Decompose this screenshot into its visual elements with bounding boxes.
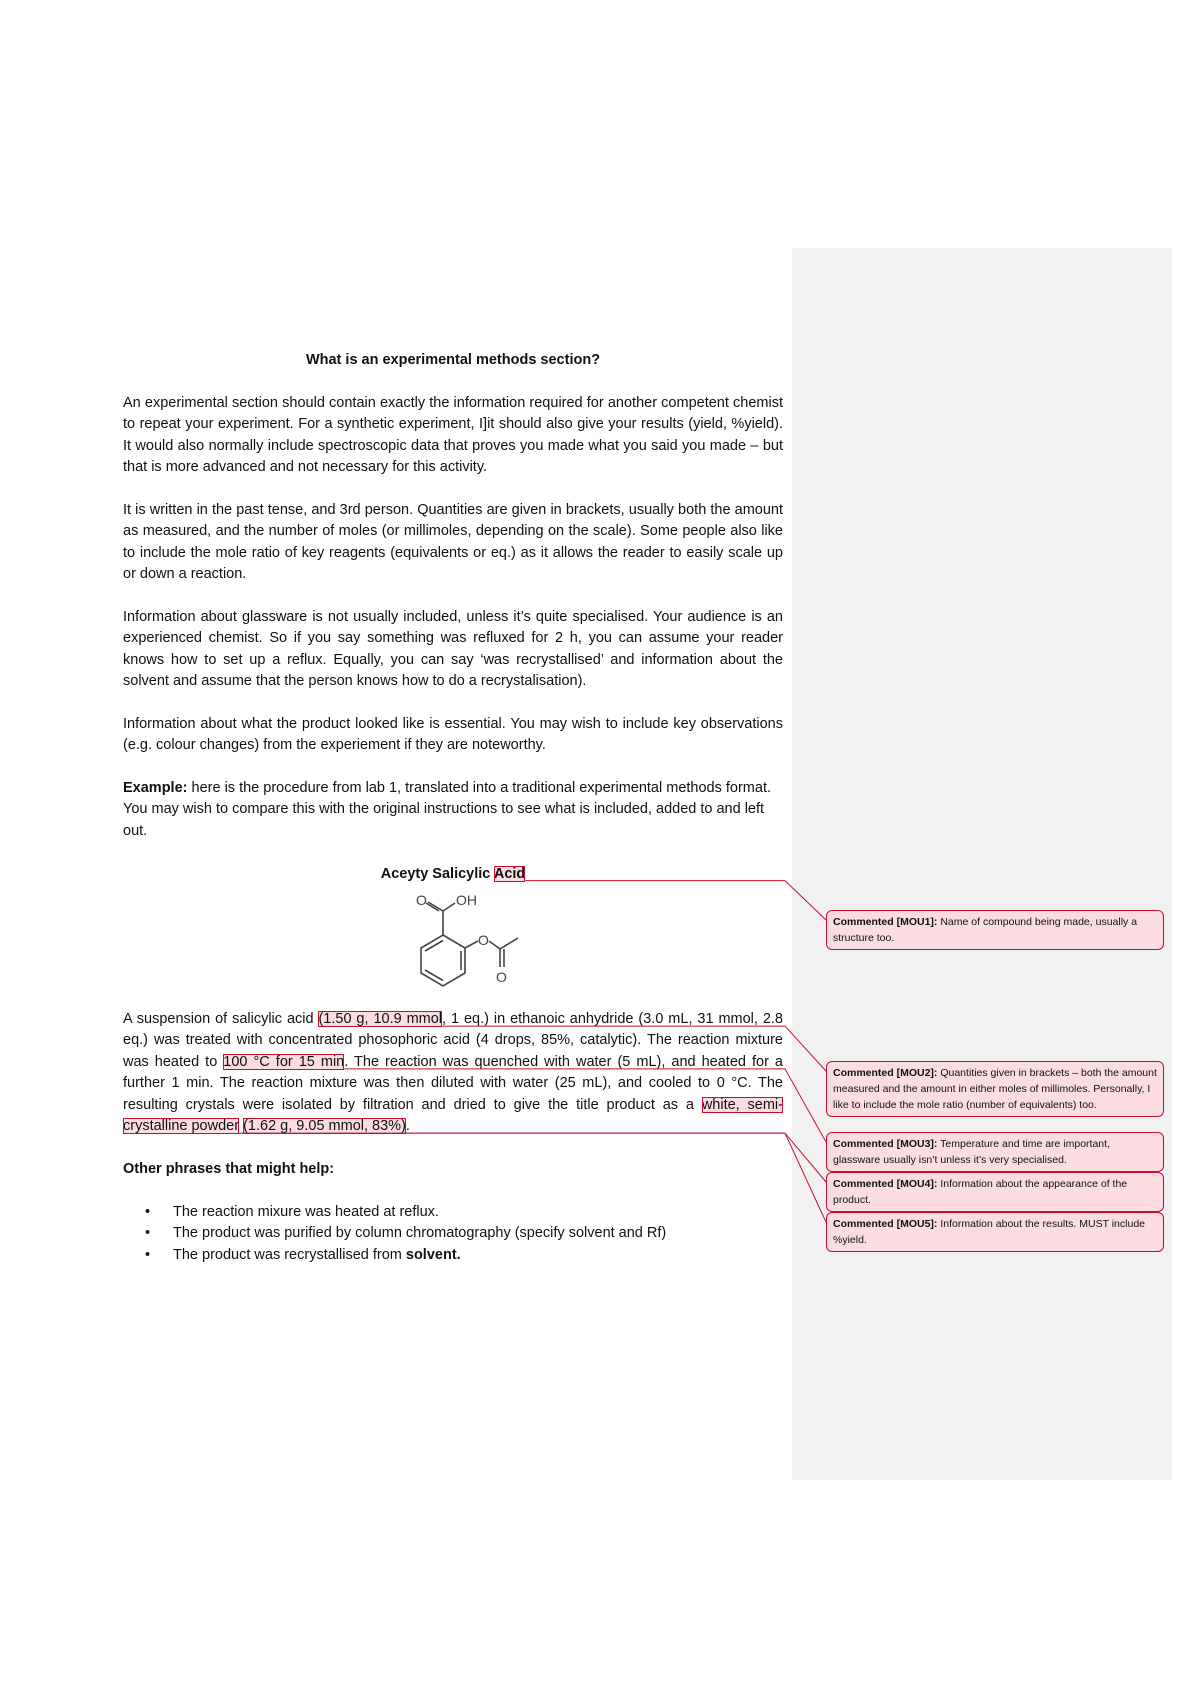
atom-label-o-carbonyl: O	[416, 892, 427, 909]
connector-line-3	[344, 1069, 826, 1142]
comment-anchor-appearance[interactable]: white, semi-crystalline powder	[123, 1096, 783, 1135]
phrases-heading: Other phrases that might help:	[123, 1160, 335, 1177]
connector-line-4	[239, 1133, 826, 1182]
paragraph-glassware: Information about glassware is not usually included, unless it’s quite specialised. Your audience is an experienced chemist. So if you say something was refluxed for 2 h, you can assume your reader knows how to set up a reflux. Equally, you can say ‘was recrystallised’ and information about the solvent and assume that the person knows how to do a recrystalisation).	[123, 608, 783, 690]
comment-anchor-quantities[interactable]: (1.50 g, 10.9 mmol	[318, 1011, 443, 1028]
comment-text: Quantities given in brackets – both the amount measured and the amount in either moles of millimoles. Personally, I like to include the mole ratio (number of equivalents) too.	[833, 1067, 1157, 1111]
comment-text: Information about the appearance of the product.	[833, 1178, 1128, 1206]
comment-balloon-2[interactable]	[826, 1061, 1164, 1117]
example-label: Example:	[123, 780, 188, 797]
comment-author: Commented [MOU3]:	[833, 1138, 938, 1150]
paragraph-intro: An experimental section should contain exactly the information required for another competent chemist to repeat your experiment. For a synthetic experiment, I]it should also give your results (yield, %yield). It would also normally include spectroscopic data that proves you made what you said you made – but that is more advanced and not necessary for this activity.	[123, 394, 783, 476]
paragraph-observations: Information about what the product looked like is essential. You may wish to include key observations (e.g. colour changes) from the experiement if they are noteworthy.	[123, 715, 783, 754]
atom-label-o-acetyl: O	[496, 969, 507, 986]
comment-author: Commented [MOU1]:	[833, 916, 938, 928]
atom-label-oh: OH	[456, 892, 477, 909]
list-item: • The product was purified by column chromatography (specify solvent and Rf)	[173, 1223, 783, 1244]
comment-text: Information about the results. MUST include %yield.	[833, 1218, 1145, 1246]
atom-label-o-ester: O	[478, 932, 489, 949]
comment-text: Name of compound being made, usually a structure too.	[833, 916, 1138, 944]
comment-balloon-4[interactable]	[826, 1172, 1164, 1212]
connector-line-5	[406, 1133, 826, 1222]
paragraph-style: It is written in the past tense, and 3rd person. Quantities are given in brackets, usually both the amount as measured, and the number of moles (or millimoles, depending on the scale). Some people also like to include the mole ratio of key reagents (equivalents or eq.) as it allows the reader to easily scale up or down a reaction.	[123, 501, 783, 583]
comment-author: Commented [MOU2]:	[833, 1067, 938, 1079]
comment-anchor-compound[interactable]: Acid	[493, 865, 526, 882]
comment-text: Temperature and time are important, glassware usually isn’t unless it’s very specialised.	[833, 1138, 1110, 1166]
comment-balloon-1[interactable]	[826, 910, 1164, 950]
page-title: What is an experimental methods section?	[305, 352, 601, 368]
example-text: here is the procedure from lab 1, translated into a traditional experimental methods format. You may wish to compare this with the original instructions to see what is included, added to and left out.	[123, 780, 772, 839]
comment-balloon-5[interactable]	[826, 1212, 1164, 1252]
list-item: • The product was recrystallised from solvent.	[173, 1245, 783, 1266]
paragraph-procedure: A suspension of salicylic acid (1.50 g, 10.9 mmol, 1 eq.) in ethanoic anhydride (3.0 mL, 31 mmol, 2.8 eq.) was treated with concentrated phosophoric acid (4 drops, 85%, catalytic). The reaction mixture was heated to 100 °C for 15 min. The reaction was quenched with water (5 mL), and heated for a further 1 min. The reaction mixture was then diluted with water (25 mL), and cooled to 0 °C. The resulting crystals were isolated by filtration and dried to give the title product as a white, semi-crystalline powder (1.62 g, 9.05 mmol, 83%).	[123, 1011, 783, 1135]
connector-line-1	[525, 881, 826, 920]
comment-balloon-3[interactable]	[826, 1132, 1164, 1172]
comment-author: Commented [MOU4]:	[833, 1178, 938, 1190]
comment-anchor-results[interactable]: (1.62 g, 9.05 mmol, 83%)	[243, 1118, 406, 1135]
compound-name: Aceyty Salicylic Acid	[380, 865, 526, 882]
comment-author: Commented [MOU5]:	[833, 1218, 938, 1230]
connector-line-2	[442, 1026, 826, 1071]
list-item: • The reaction mixure was heated at reflux.	[173, 1202, 783, 1223]
comment-anchor-temperature[interactable]: 100 °C for 15 min	[223, 1053, 345, 1070]
